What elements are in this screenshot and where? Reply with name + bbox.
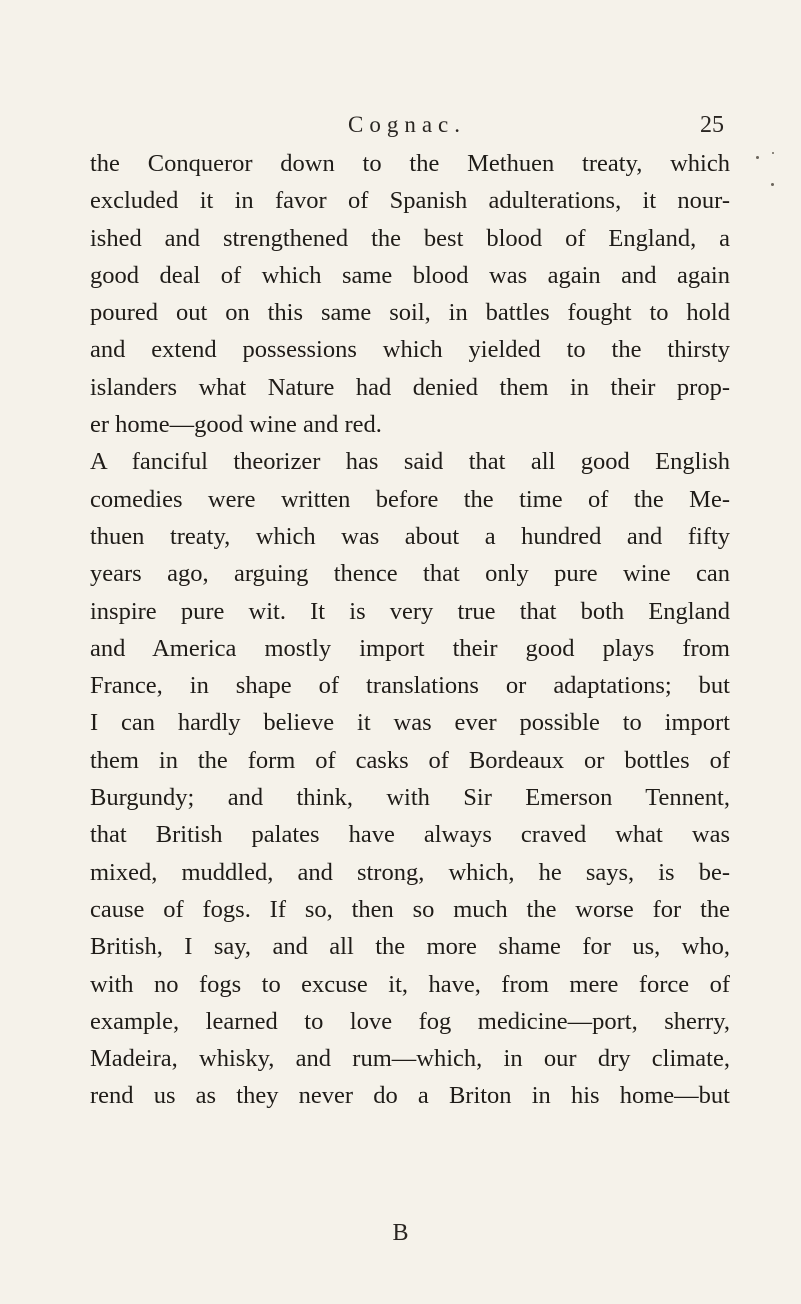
- text-line: excluded it in favor of Spanish adulterations, it nour-: [90, 187, 730, 215]
- text-line: er home—good wine and red.: [90, 411, 382, 439]
- text-line: good deal of which same blood was again and again: [90, 261, 730, 289]
- text-line: ished and strengthened the best blood of England, a: [90, 224, 730, 252]
- text-line: comedies were written before the time of the Me-: [90, 485, 730, 513]
- paper-speck: [772, 152, 774, 154]
- text-line: I can hardly believe it was ever possible to import: [90, 709, 730, 737]
- text-line: and extend possessions which yielded to the thirsty: [90, 336, 730, 364]
- text-line: thuen treaty, which was about a hundred and fifty: [90, 522, 730, 550]
- text-line: them in the form of casks of Bordeaux or bottles of: [90, 746, 730, 774]
- signature-mark: B: [392, 1220, 409, 1246]
- running-head: [90, 112, 724, 146]
- text-line: British, I say, and all the more shame for us, who,: [90, 933, 730, 961]
- text-line: years ago, arguing thence that only pure wine can: [90, 560, 730, 588]
- text-line: cause of fogs. If so, then so much the worse for the: [90, 895, 730, 923]
- running-title: Cognac.: [347, 112, 466, 137]
- page-number: 25: [700, 112, 724, 138]
- text-line: with no fogs to excuse it, have, from mere force of: [90, 970, 730, 998]
- text-line: the Conqueror down to the Methuen treaty, which: [90, 150, 730, 177]
- text-line: Madeira, whisky, and rum—which, in our dry climate,: [90, 1045, 730, 1073]
- text-line: rend us as they never do a Briton in his home—but: [90, 1082, 730, 1110]
- paper-speck: [756, 156, 759, 159]
- text-line: that British palates have always craved what was: [90, 821, 730, 849]
- paper-speck: [771, 183, 774, 186]
- text-line: inspire pure wit. It is very true that both England: [90, 597, 730, 625]
- text-line: Burgundy; and think, with Sir Emerson Tennent,: [90, 784, 730, 812]
- text-line: A fanciful theorizer has said that all good English: [90, 448, 730, 476]
- text-line: and America mostly import their good plays from: [90, 634, 730, 662]
- text-line: islanders what Nature had denied them in their prop-: [90, 373, 730, 401]
- text-line: mixed, muddled, and strong, which, he says, is be-: [90, 858, 730, 886]
- text-line: example, learned to love fog medicine—port, sherry,: [90, 1007, 730, 1035]
- text-line: poured out on this same soil, in battles fought to hold: [90, 299, 730, 327]
- text-line: France, in shape of translations or adaptations; but: [90, 672, 730, 700]
- body-text: [90, 145, 730, 1115]
